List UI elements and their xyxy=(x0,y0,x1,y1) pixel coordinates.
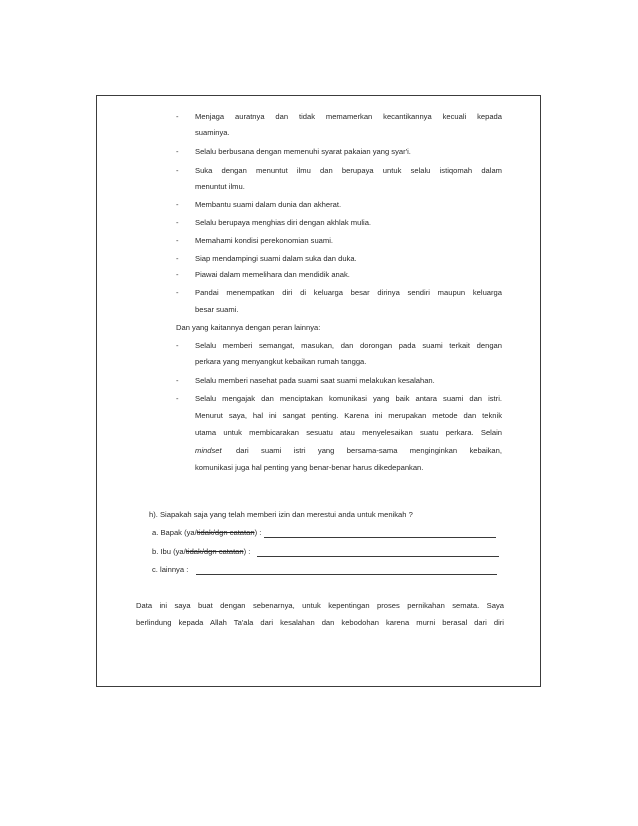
question-title: h). Siapakah saja yang telah memberi izin dan merestui anda untuk menikah ? xyxy=(149,510,413,519)
answer-line-lainnya: c. lainnya : xyxy=(152,565,189,574)
bullet-dash: - xyxy=(176,200,179,209)
list-item-text: perkara yang menyangkut kebaikan rumah tangga. xyxy=(195,357,367,366)
strikethrough-option: tidak/dgn catatan xyxy=(196,528,255,537)
list-item-text: Selalu memberi semangat, masukan, dan dorongan pada suami terkait dengan xyxy=(195,341,502,350)
answer-prefix: b. Ibu (ya/ xyxy=(152,547,186,556)
list-item-text: Suka dengan menuntut ilmu dan berupaya untuk selalu istiqomah dalam xyxy=(195,166,502,175)
list-item-text: dari suami istri yang bersama-sama menginginkan kebaikan, xyxy=(236,446,502,455)
list-item-text: Siap mendampingi suami dalam suka dan duka. xyxy=(195,254,357,263)
answer-suffix: ) : xyxy=(254,528,262,537)
answer-line-ibu xyxy=(152,547,250,557)
list-item-text: besar suami. xyxy=(195,305,239,314)
closing-text: berlindung kepada Allah Ta'ala dari kesalahan dan kebodohan karena murni berasal dari diri xyxy=(136,618,504,627)
list-item-text: Menjaga auratnya dan tidak memamerkan kecantikannya kecuali kepada xyxy=(195,112,502,121)
fill-in-line[interactable] xyxy=(257,549,499,557)
list-item-text: Menurut saya, hal ini sangat penting. Karena ini merupakan metode dan teknik xyxy=(195,411,502,420)
list-item-text: Membantu suami dalam dunia dan akherat. xyxy=(195,200,342,209)
closing-text: Data ini saya buat dengan sebenarnya, untuk kepentingan proses pernikahan semata. Saya xyxy=(136,601,504,610)
answer-line-bapak xyxy=(152,528,261,538)
list-item-text: Selalu mengajak dan menciptakan komunikasi yang baik antara suami dan istri. xyxy=(195,394,502,403)
list-item-text: Selalu memberi nasehat pada suami saat suami melakukan kesalahan. xyxy=(195,376,435,385)
fill-in-line[interactable] xyxy=(196,567,497,575)
list-item-text: Piawai dalam memelihara dan mendidik anak. xyxy=(195,270,350,279)
bullet-dash: - xyxy=(176,112,179,121)
answer-suffix: ) : xyxy=(243,547,251,556)
bullet-dash: - xyxy=(176,166,179,175)
list-item-text: suaminya. xyxy=(195,128,230,137)
bullet-dash: - xyxy=(176,254,179,263)
bullet-dash: - xyxy=(176,341,179,350)
section-intro: Dan yang kaitannya dengan peran lainnya: xyxy=(176,323,321,332)
page-frame xyxy=(96,95,541,687)
list-item-text: utama untuk membicarakan sesuatu atau menyelesaikan suatu perkara. Selain xyxy=(195,428,502,437)
list-item-text: Selalu berupaya menghias diri dengan akhlak mulia. xyxy=(195,218,372,227)
bullet-dash: - xyxy=(176,236,179,245)
list-item-text: komunikasi juga hal penting yang benar-benar harus dikedepankan. xyxy=(195,463,424,472)
bullet-dash: - xyxy=(176,147,179,156)
list-item-text: Pandai menempatkan diri di keluarga besar dirinya sendiri maupun keluarga xyxy=(195,288,502,297)
strikethrough-option: tidak/dgn catatan xyxy=(185,547,244,556)
bullet-dash: - xyxy=(176,270,179,279)
bullet-dash: - xyxy=(176,394,179,403)
list-item-text: Selalu berbusana dengan memenuhi syarat pakaian yang syar'i. xyxy=(195,147,411,156)
bullet-dash: - xyxy=(176,218,179,227)
italic-term: mindset xyxy=(195,446,222,455)
list-item-text: Memahami kondisi perekonomian suami. xyxy=(195,236,334,245)
list-item-text: menuntut ilmu. xyxy=(195,182,245,191)
bullet-dash: - xyxy=(176,288,179,297)
answer-prefix: a. Bapak (ya/ xyxy=(152,528,197,537)
bullet-dash: - xyxy=(176,376,179,385)
fill-in-line[interactable] xyxy=(264,530,496,538)
